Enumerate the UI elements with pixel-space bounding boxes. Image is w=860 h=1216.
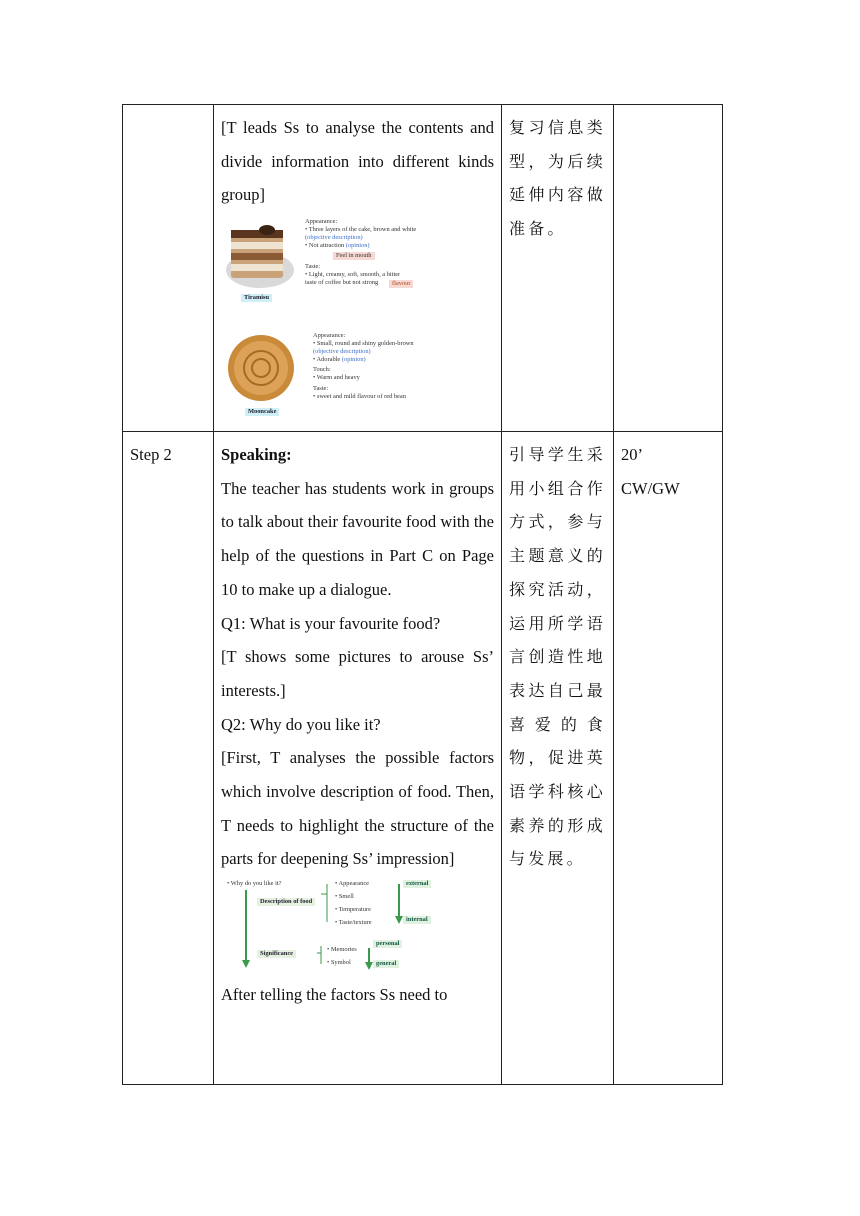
structure-diagram [221, 878, 494, 978]
tiramisu-figure [221, 216, 494, 310]
internal-tag: internal [403, 916, 431, 924]
section-heading: Speaking: [221, 445, 292, 464]
paragraph: [T shows some pictures to arouse Ss’ interests.] [221, 647, 494, 700]
tiramisu-label: Tiramisu [241, 294, 272, 302]
note-text: Three layers of the cake, brown and white [308, 225, 417, 233]
description-items [335, 880, 372, 926]
note-text: sweet and mild flavour of red bean [316, 392, 406, 400]
purpose-text: 复习信息类型，为后续延伸内容做准备。 [509, 118, 606, 239]
content-cell [214, 432, 502, 1085]
step-cell [123, 105, 214, 432]
note-text: Warm and heavy [316, 374, 360, 382]
diagram-question: • Why do you like it? [227, 880, 282, 888]
flavour-tag: flavour [389, 280, 413, 288]
note-text: (objective description) [313, 347, 371, 355]
note-text: (opinion) [341, 355, 366, 363]
general-tag: general [373, 960, 399, 968]
significance-items [327, 946, 357, 967]
table-row [123, 105, 723, 432]
note-text: Not attraction [308, 241, 345, 249]
external-tag: external [403, 880, 431, 888]
list-item: • Smell [335, 892, 354, 900]
lesson-plan-table [122, 104, 723, 1085]
mode-value: CW/GW [621, 478, 680, 498]
mooncake-notes: Appearance: • Small, round and shiny golden-brown (objective description) • Adorable (opinion) Touch: • Warm and heavy Taste: • sweet and mild flavour of red bean [313, 332, 433, 400]
personal-tag: personal [373, 940, 402, 948]
mooncake-image [225, 332, 297, 406]
list-item: • Appearance [335, 880, 369, 888]
touch-heading: Touch: [313, 366, 331, 374]
purpose-cell [502, 105, 614, 432]
paragraph: After telling the factors Ss need to [221, 985, 448, 1005]
taste-heading: Taste: [313, 384, 329, 392]
table-row [123, 432, 723, 1085]
time-value: 20’ [621, 445, 643, 464]
note-text: Light, creamy, soft, smooth, a bitter taste of coffee but not strong [305, 270, 401, 286]
instruction-text: [T leads Ss to analyse the contents and divide information into different kinds group] [221, 118, 494, 205]
appearance-heading: Appearance: [305, 218, 338, 226]
description-label: Description of food [257, 898, 315, 906]
note-text: (objective description) [305, 233, 363, 241]
list-item: • Taste/texture [335, 918, 372, 926]
purpose-text: 引导学生采用小组合作方式，参与主题意义的探究活动，运用所学语言创造性地表达自己最喜爱的食物，促进英语学科核心素养的形成与发展。 [509, 445, 606, 869]
note-text: Small, round and shiny golden-brown [316, 339, 414, 347]
paragraph: The teacher has students work in groups to talk about their favourite food with the help of the questions in Part C on Page 10 to make up a dialogue. [221, 478, 494, 599]
purpose-cell [502, 432, 614, 1085]
list-item: • Memories [327, 946, 357, 954]
time-cell [614, 105, 723, 432]
feel-tag: Feel in mouth [333, 252, 375, 260]
taste-heading: Taste: [305, 263, 321, 271]
question-1: Q1: What is your favourite food? [221, 613, 441, 633]
note-text: (opinion) [345, 241, 370, 249]
content-cell [214, 105, 502, 432]
note-text: Adorable [316, 355, 341, 363]
question-2: Q2: Why do you like it? [221, 714, 381, 734]
tiramisu-notes: Appearance: • Three layers of the cake, brown and white (objective description) • Not attraction (opinion) [305, 218, 425, 249]
mooncake-figure [221, 332, 494, 424]
time-cell [614, 432, 723, 1085]
step-label: Step 2 [130, 445, 172, 464]
list-item: • Temperature [335, 905, 371, 913]
significance-label: Significance [257, 950, 296, 958]
step-cell [123, 432, 214, 1085]
mooncake-label: Mooncake [245, 408, 279, 416]
appearance-heading: Appearance: [313, 332, 346, 340]
paragraph: [First, T analyses the possible factors which involve description of food. Then, T needs to highlight the structure of the parts for deepening Ss’ impression] [221, 748, 494, 869]
tiramisu-image [225, 218, 295, 290]
tiramisu-taste: Taste: • Light, creamy, soft, smooth, a bitter taste of coffee but not strong [305, 263, 425, 286]
list-item: • Symbol [327, 958, 351, 966]
